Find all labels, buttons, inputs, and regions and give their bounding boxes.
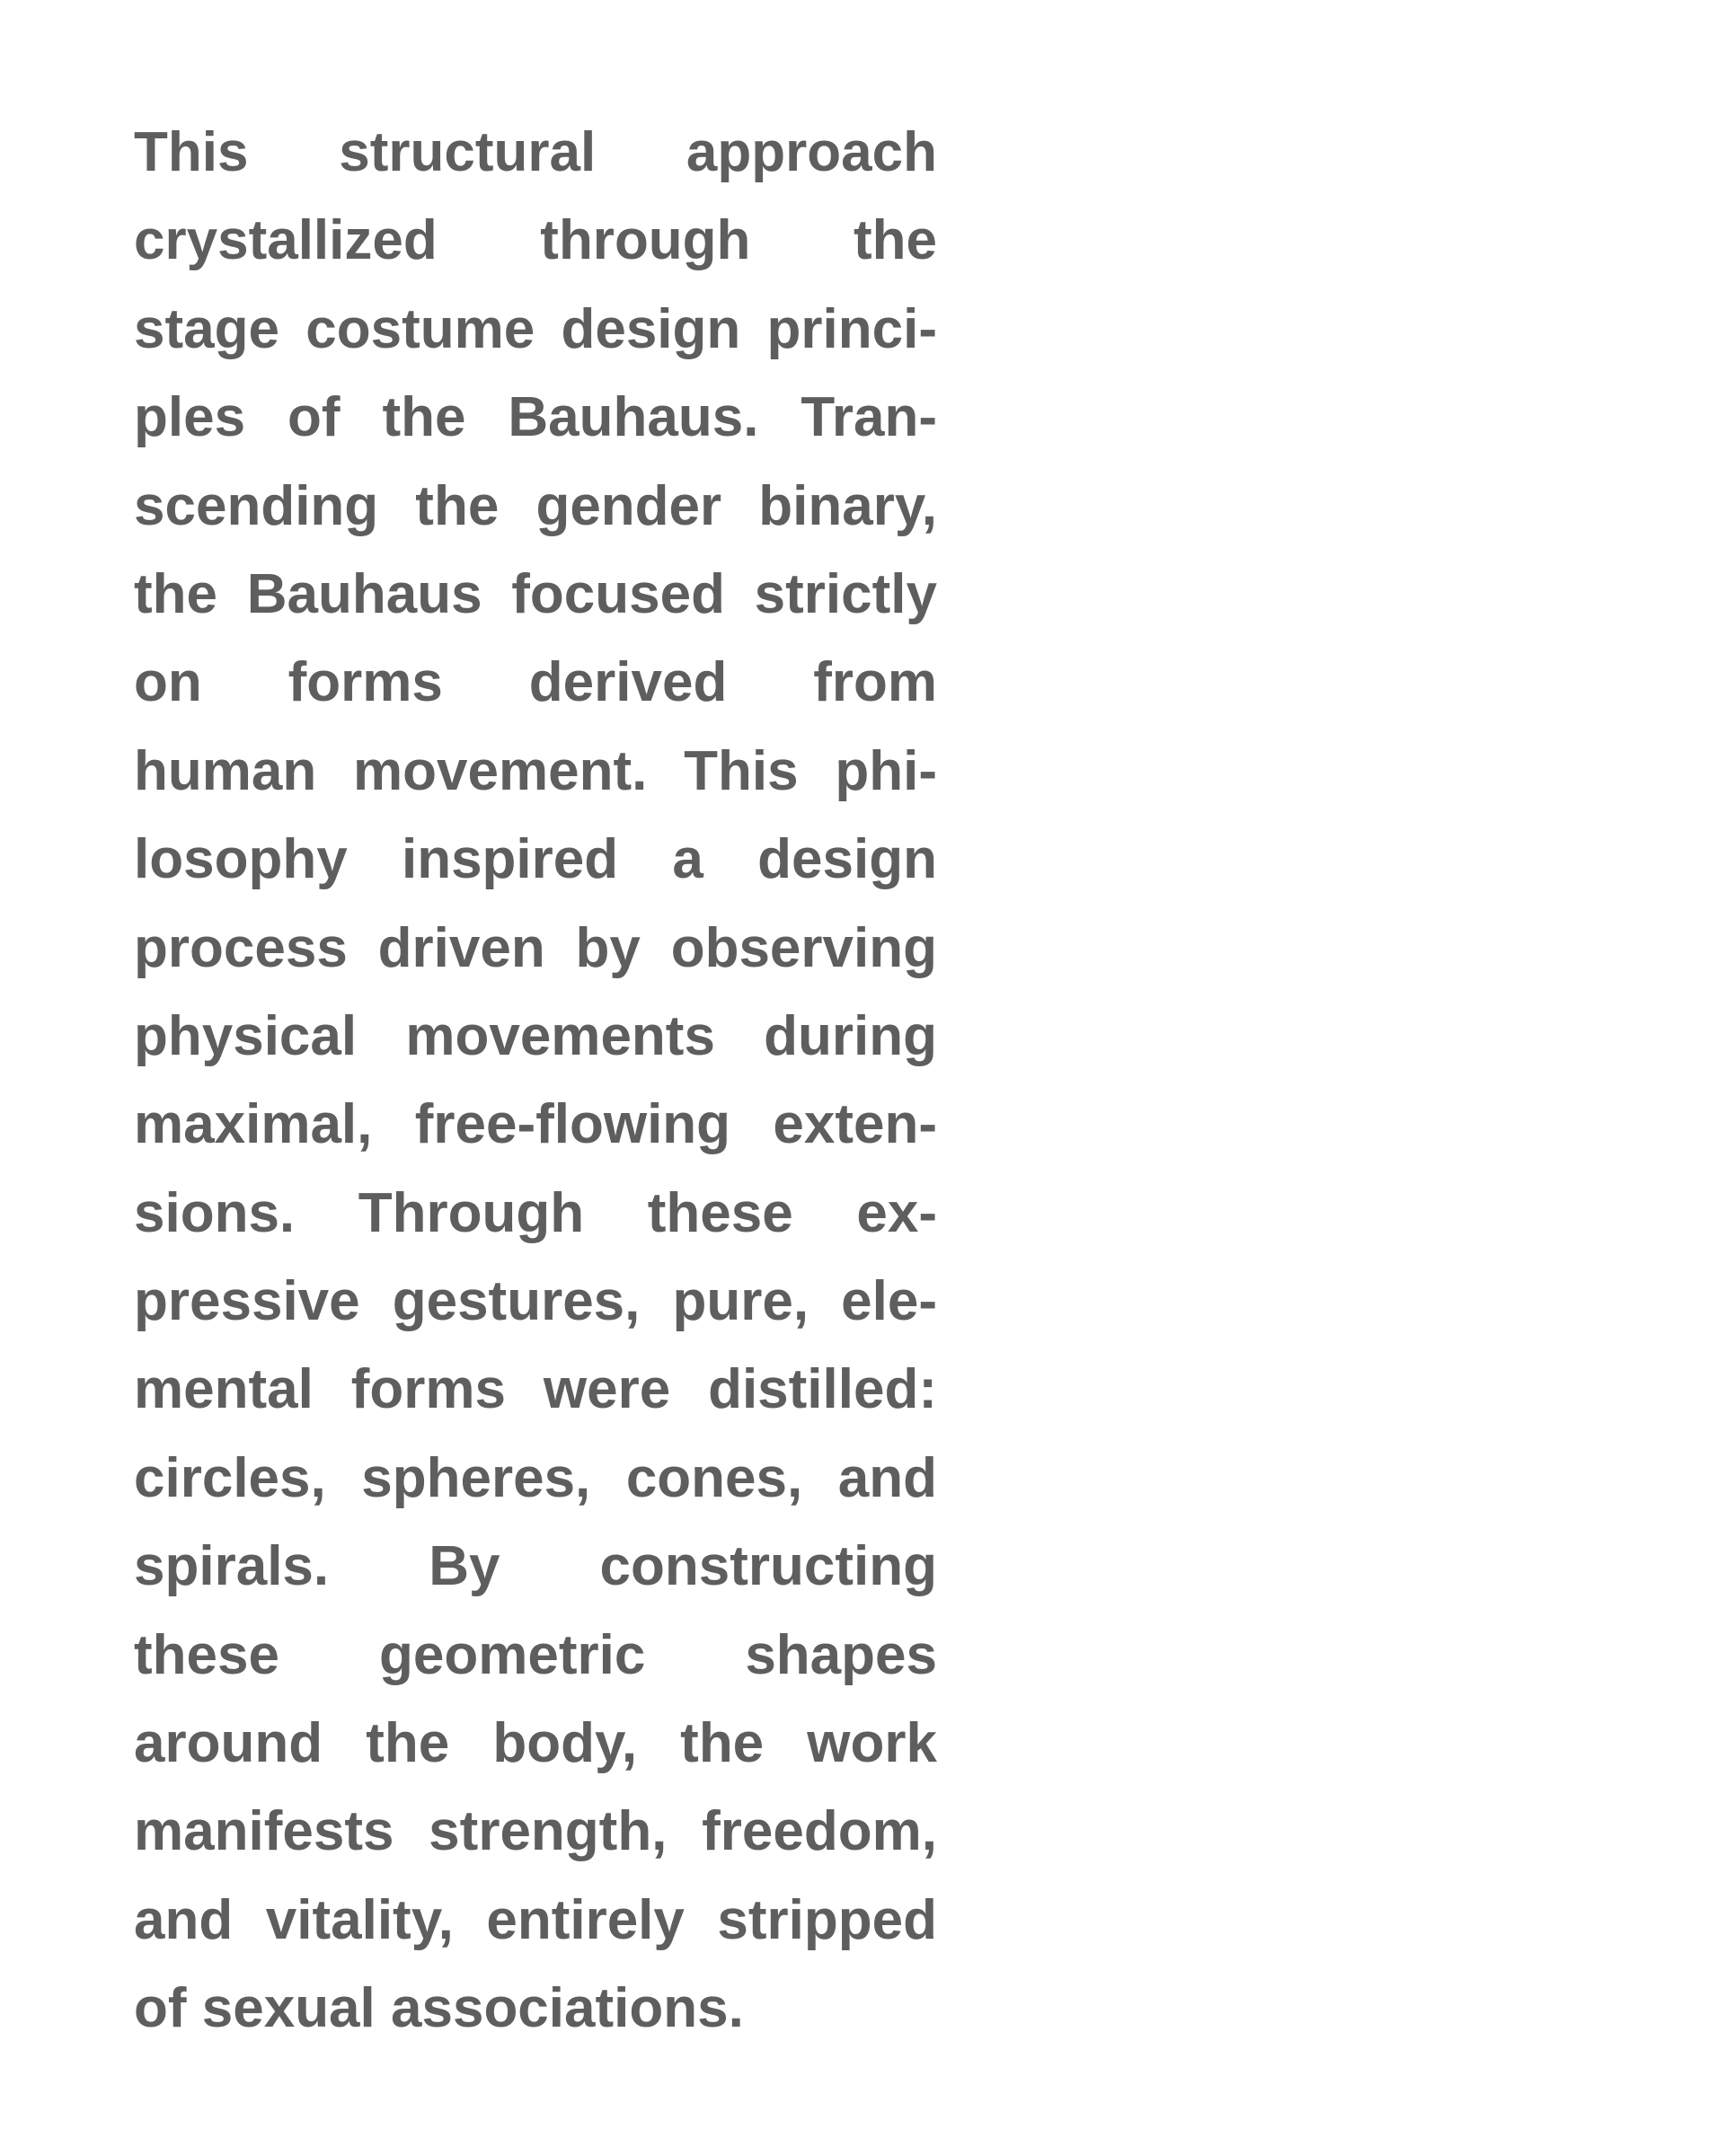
body-text-paragraph (134, 120, 937, 2065)
text-line: these geometric shapes (134, 1623, 937, 1686)
text-line: physical movements during (134, 1004, 937, 1067)
text-line: sions. Through these ex- (134, 1181, 937, 1244)
text-line: mental forms were distilled: (134, 1358, 937, 1421)
text-line: the Bauhaus focused strictly (134, 562, 937, 625)
text-line: process driven by observing (134, 916, 937, 979)
text-line: This structural approach (134, 121, 937, 183)
text-line: maximal, free-flowing exten- (134, 1093, 937, 1156)
text-line: on forms derived from (134, 651, 937, 714)
text-line: losophy inspired a design (134, 828, 937, 891)
text-line: crystallized through the (134, 209, 937, 272)
text-line: human movement. This phi- (134, 739, 937, 802)
text-line: around the body, the work (134, 1712, 937, 1775)
text-line: of sexual associations. (134, 1977, 744, 2040)
text-line: manifests strength, freedom, (134, 1800, 937, 1863)
text-line: and vitality, entirely stripped (134, 1888, 937, 1951)
text-line: ples of the Bauhaus. Tran- (134, 386, 937, 449)
text-line: scending the gender binary, (134, 474, 937, 537)
text-line: circles, spheres, cones, and (134, 1446, 937, 1509)
text-line: stage costume design princi- (134, 297, 937, 360)
text-line: pressive gestures, pure, ele- (134, 1270, 937, 1333)
text-line: spirals. By constructing (134, 1535, 937, 1598)
